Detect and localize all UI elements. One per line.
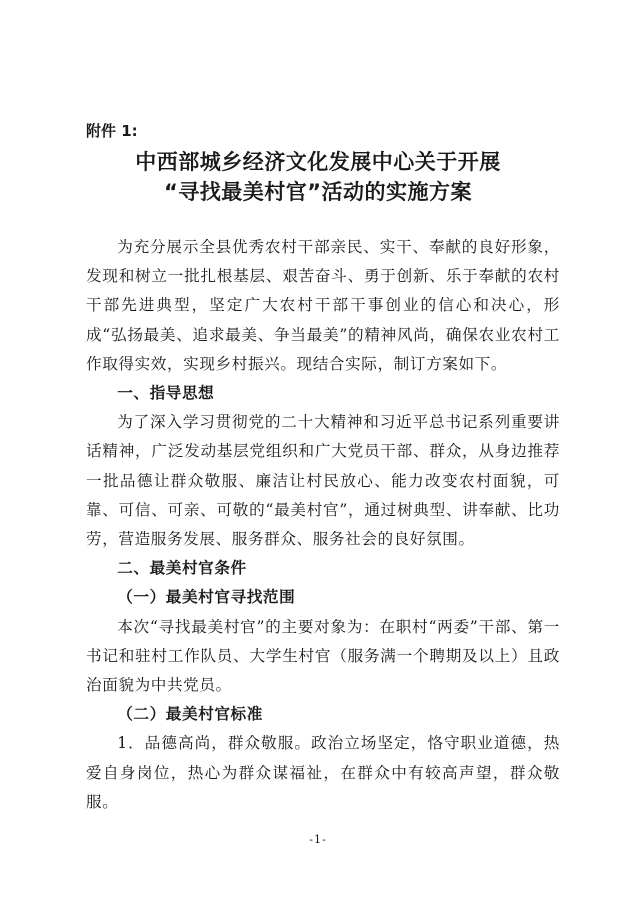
subsection-heading-scope: （一）最美村官寻找范围 xyxy=(117,588,296,607)
subsection-heading-standards: （二）最美村官标准 xyxy=(117,705,263,724)
document-body xyxy=(86,233,560,817)
intro-paragraph: 为充分展示全县优秀农村干部亲民、实干、奉献的良好形象，发现和树立一批扎根基层、艰苦奋斗、勇于创新、乐于奉献的农村干部先进典型，坚定广大农村干部干事创业的信心和决心，形成“弘扬最美、追求最美、争当最美”的精神风尚，确保农业农村工作取得实效，实现乡村振兴。现结合实际，制订方案如下。 xyxy=(86,238,560,373)
section-heading-guiding-thought: 一、指导思想 xyxy=(117,384,215,403)
subsection-paragraph-scope: 本次“寻找最美村官”的主要对象为：在职村“两委”干部、第一书记和驻村工作队员、大学生村官（服务满一个聘期及以上）且政治面貌为中共党员。 xyxy=(86,617,560,695)
attachment-label: 附件 1: xyxy=(86,122,138,140)
document-title-line-1: 中西部城乡经济文化发展中心关于开展 xyxy=(135,150,501,174)
document-title-line-2: “寻找最美村官”活动的实施方案 xyxy=(163,180,473,204)
section-paragraph-guiding-thought: 为了深入学习贯彻党的二十大精神和习近平总书记系列重要讲话精神，广泛发动基层党组织和广大党员干部、群众，从身边推荐一批品德让群众敬服、廉洁让村民放心、能力改变农村面貌，可靠、可信、可亲、可敬的“最美村官”，通过树典型、讲奉献、比功劳，营造服务发展、服务群众、服务社会的良好氛围。 xyxy=(86,413,560,549)
subsection-paragraph-standards: 1．品德高尚，群众敬服。政治立场坚定，恪守职业道德，热爱自身岗位，热心为群众谋福祉，在群众中有较高声望，群众敬服。 xyxy=(86,734,560,811)
section-heading-conditions: 二、最美村官条件 xyxy=(117,559,247,578)
page-number: -1- xyxy=(309,833,327,846)
